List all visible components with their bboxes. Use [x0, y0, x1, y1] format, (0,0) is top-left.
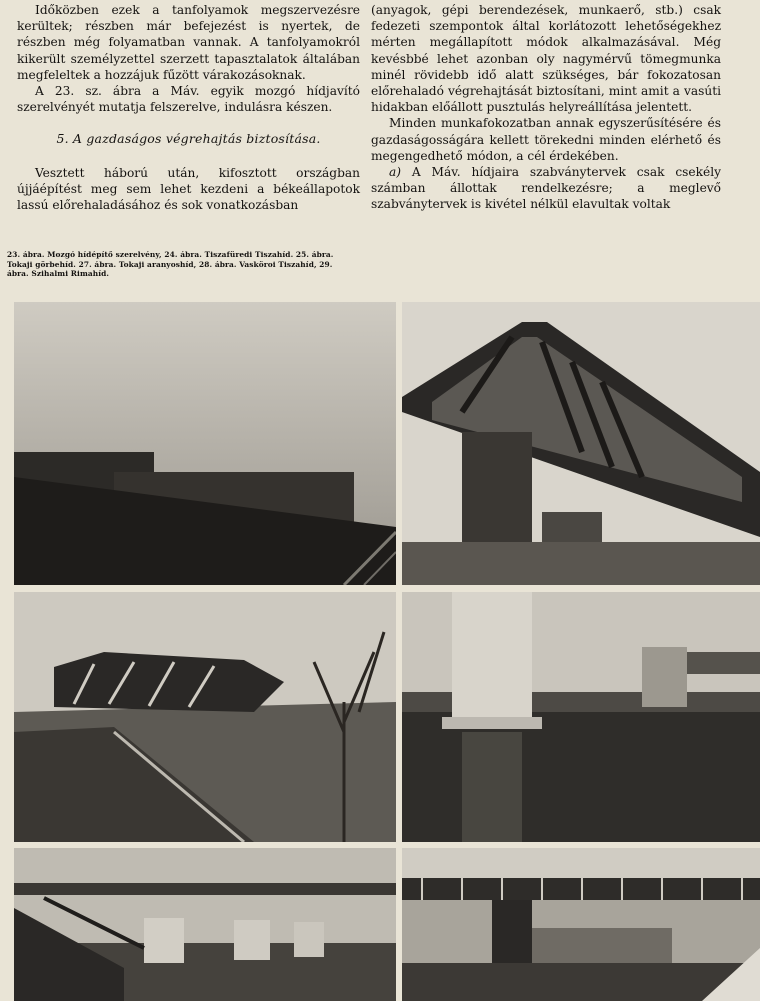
item-label: a) — [389, 165, 402, 180]
photo-5-image — [14, 848, 396, 1001]
right-paragraph-3-text: A Máv. hídjaira szabványtervek csak csekély számban állottak rendelkezésre; a meglevő szabványtervek is kivétel nélkül elavultak voltak — [371, 165, 722, 212]
right-text-column — [371, 2, 721, 213]
photo-mobile-repair-train — [14, 302, 396, 585]
right-paragraph-2: Minden munkafokozatban annak egyszerűsítésére és gazdaságosságára kellett törekedni minden elérhető és megengedhető módon, a cél érdekében. — [371, 116, 721, 163]
photo-1-image — [14, 302, 396, 585]
photo-2-image — [402, 302, 760, 585]
photo-vaskori-bridge — [14, 848, 396, 1001]
left-paragraph-1: Időközben ezek a tanfolyamok megszervezésre kerültek; részben már befejezést is nyertek, de részben még folyamatban vannak. A tanfolyamokról kikerült személyzettel szerzett tapasztalatok általában megfeleltek a hozzájuk fűzött várakozásoknak. — [17, 3, 360, 82]
photo-tiszafured-bridge — [402, 302, 760, 585]
photo-6-image — [402, 848, 760, 1001]
left-paragraph-2: A 23. sz. ábra a Máv. egyik mozgó hídjavító szerelvényét mutatja felszerelve, indulásra készen. — [17, 84, 360, 115]
photo-tokaj-bridge — [14, 592, 396, 842]
section-heading: 5. A gazdaságos végrehajtás biztosítása. — [56, 131, 321, 147]
photo-szihalmi-bridge — [402, 848, 760, 1001]
photo-aranyos-bridge — [402, 592, 760, 842]
photo-3-image — [14, 592, 396, 842]
left-text-column — [17, 2, 360, 213]
right-paragraph-3 — [371, 164, 721, 213]
figure-caption: 23. ábra. Mozgó hídépítő szerelvény, 24. ábra. Tiszafüredi Tiszahíd. 25. ábra. Tokaji görbehíd. 27. ábra. Tokaji aranyoshíd, 28. ábra. Vasköroi Tiszahíd, 29. ábra. Szihalmi Rimahíd. — [7, 250, 334, 279]
right-paragraph-1: (anyagok, gépi berendezések, munkaerő, stb.) csak fedezeti szempontok által korlátozott lehetőségekhez mérten megállapított módok alkalmazásával. Még kevésbbé lehet azonban oly nagymérvű tömegmunka minél rövidebb idő alatt szükséges, bár fokozatosan előrehaladó végrehajtását biztosítani, mint amit a vasúti hidakban előállott pusztulás helyreállítása jelentett. — [371, 3, 721, 115]
left-paragraph-3: Vesztett háború után, kifosztott országban újjáépítést meg sem lehet kezdeni a békeállapotok lassú előrehaladásához és sok vonatkozásban — [17, 165, 360, 213]
photo-4-image — [402, 592, 760, 842]
